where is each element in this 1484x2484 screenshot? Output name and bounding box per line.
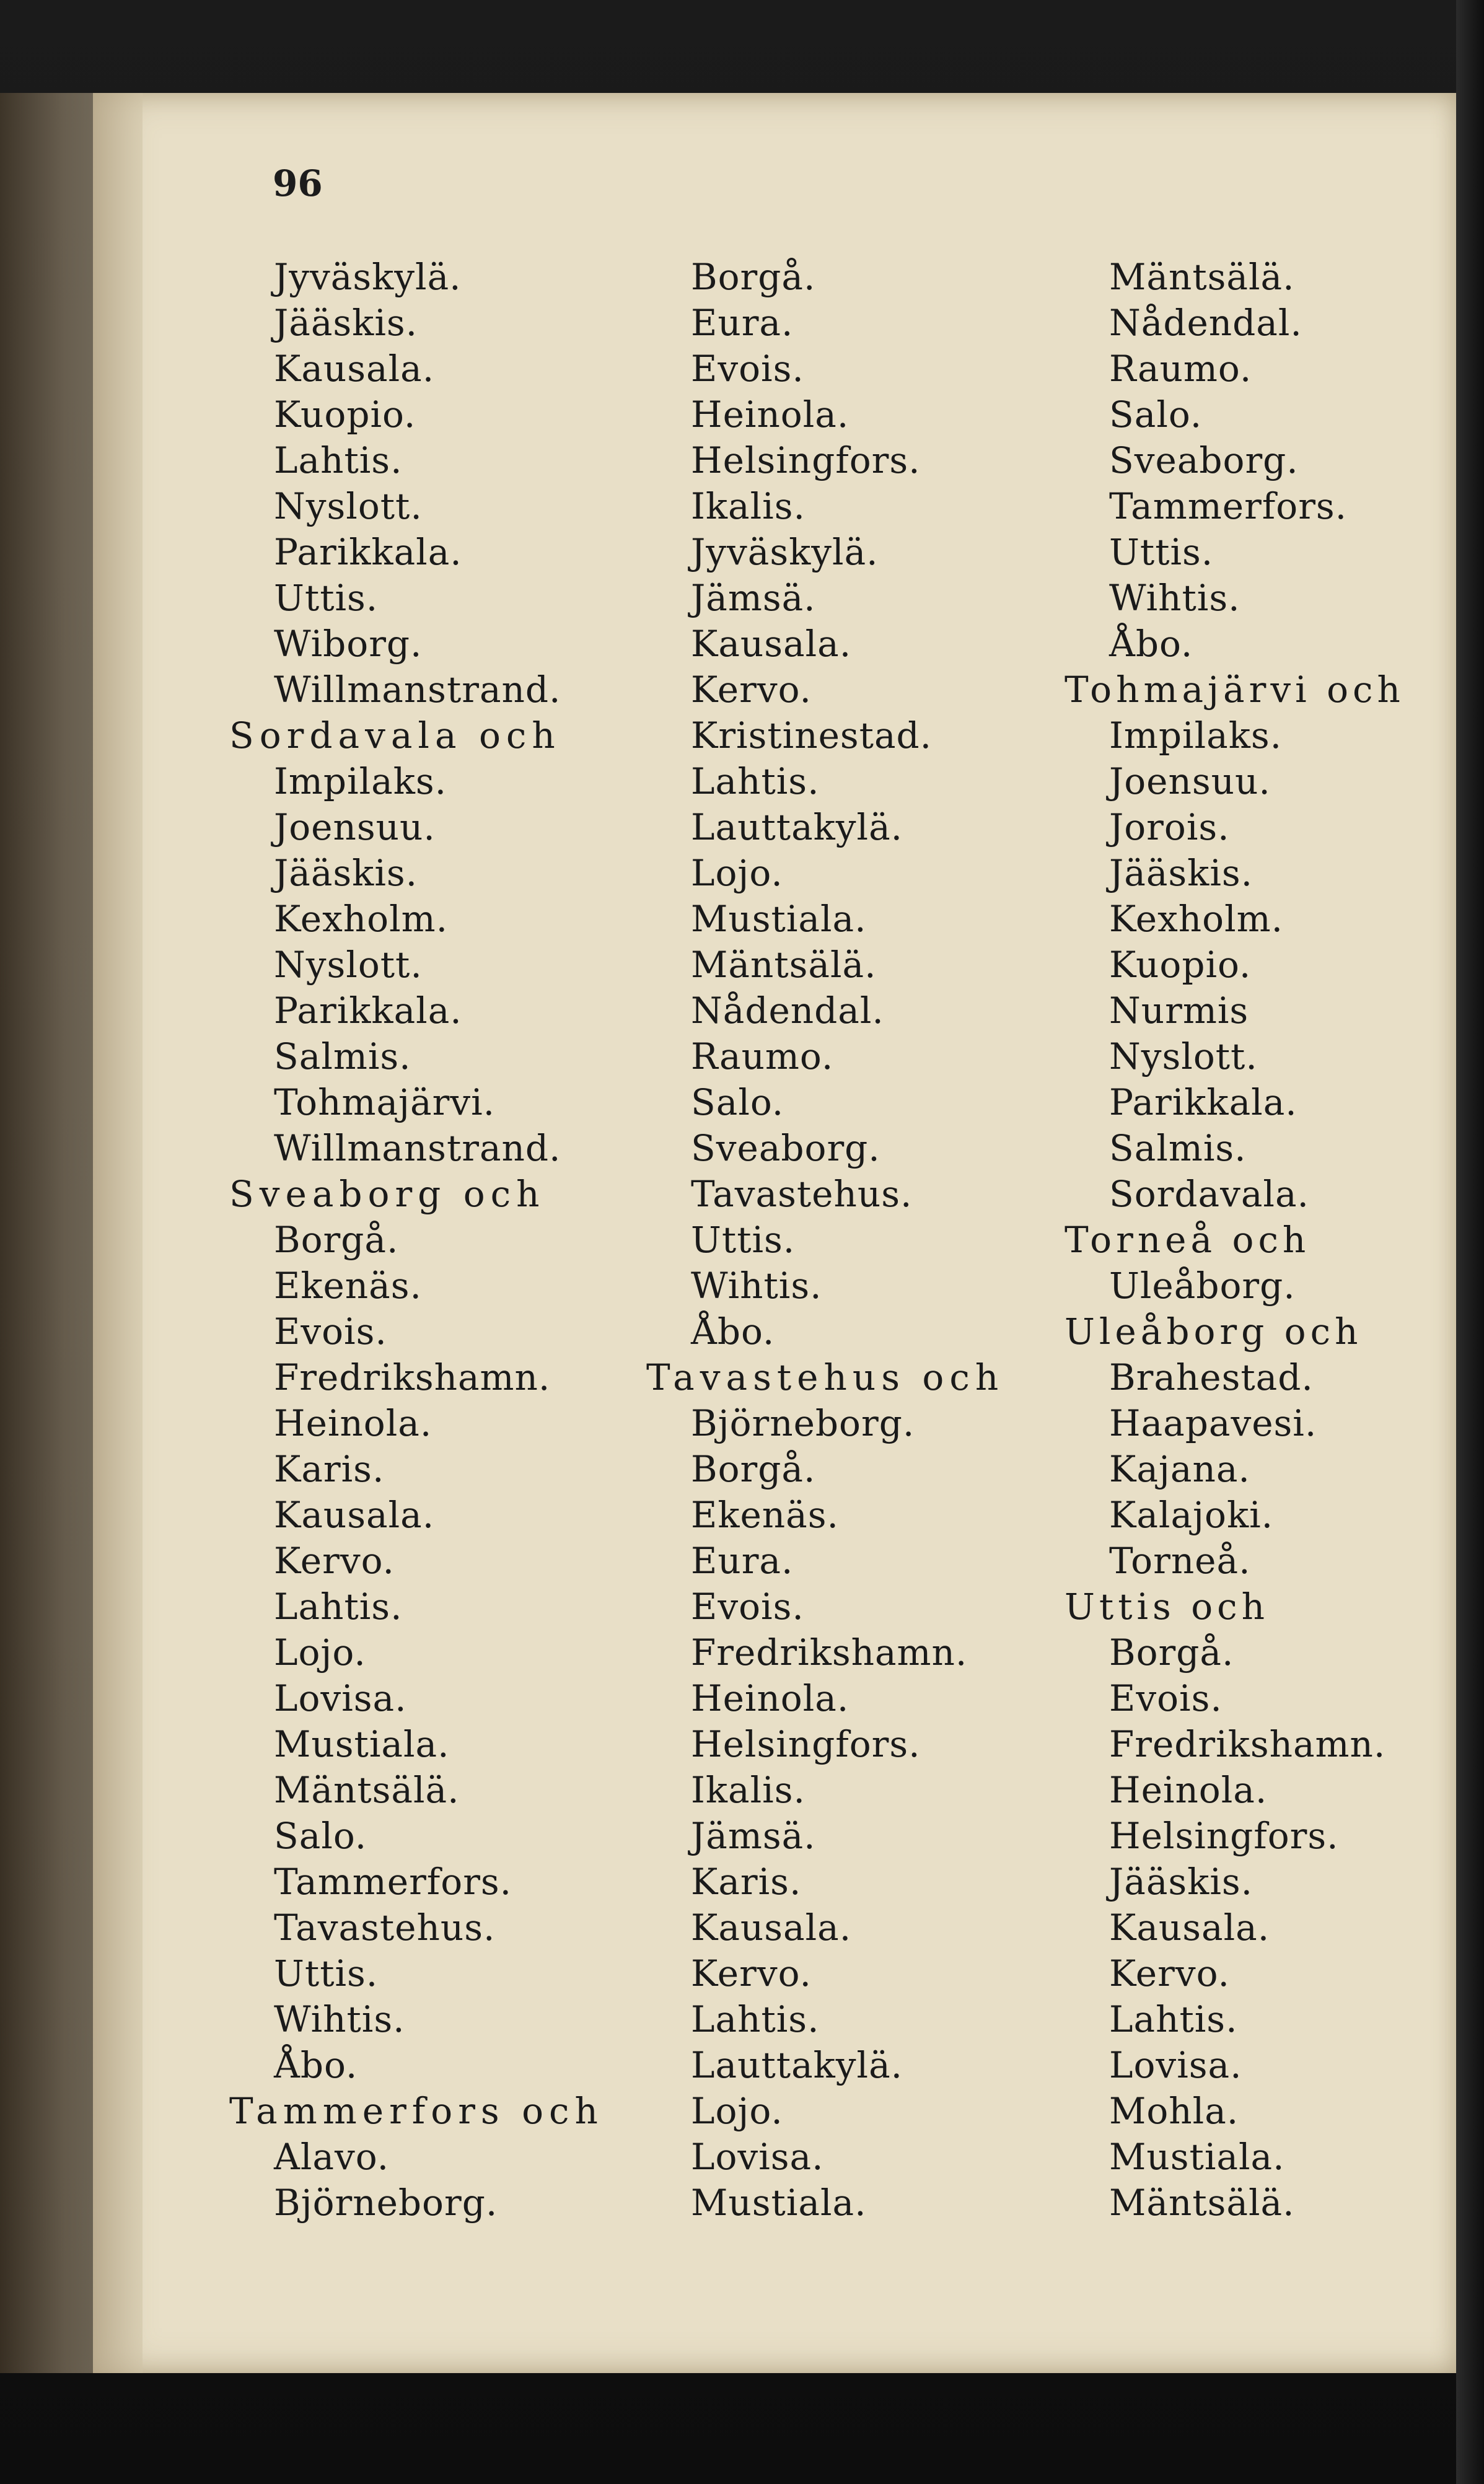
route-destination: Jyväskylä. <box>274 256 462 298</box>
route-destination: Sordavala. <box>1109 1173 1309 1215</box>
route-destination: Raumo. <box>1109 348 1252 390</box>
route-destination: Ikalis. <box>691 485 806 527</box>
route-destination: Jorois. <box>1109 806 1230 848</box>
route-destination: Kausala. <box>274 348 435 390</box>
route-destination: Ekenäs. <box>274 1265 422 1307</box>
route-destination: Kervo. <box>691 1952 812 1995</box>
route-destination: Evois. <box>274 1310 387 1353</box>
route-destination: Parikkala. <box>274 531 462 573</box>
route-destination: Ekenäs. <box>691 1494 839 1536</box>
route-destination: Tammerfors. <box>274 1861 512 1903</box>
page-number: 96 <box>273 162 323 204</box>
route-destination: Tavastehus. <box>691 1173 913 1215</box>
route-destination: Nurmis <box>1109 990 1249 1032</box>
route-destination: Wihtis. <box>274 1998 405 2040</box>
route-destination: Helsingfors. <box>1109 1815 1339 1857</box>
route-destination: Helsingfors. <box>691 1723 921 1765</box>
route-destination: Kervo. <box>274 1540 395 1582</box>
route-destination: Åbo. <box>1109 623 1193 665</box>
route-destination: Mäntsälä. <box>691 944 877 986</box>
route-destination: Helsingfors. <box>691 439 921 481</box>
route-destination: Sveaborg. <box>691 1127 880 1169</box>
route-destination: Kuopio. <box>274 393 416 436</box>
route-destination: Jääskis. <box>274 852 418 894</box>
route-destination: Parikkala. <box>1109 1081 1297 1123</box>
route-destination: Fredrikshamn. <box>1109 1723 1386 1765</box>
route-destination: Björneborg. <box>274 2182 498 2224</box>
route-destination: Wihtis. <box>1109 577 1240 619</box>
route-destination: Lovisa. <box>274 1677 407 1719</box>
route-destination: Kajana. <box>1109 1448 1250 1490</box>
route-destination: Joensuu. <box>1109 760 1271 802</box>
route-destination: Borgå. <box>1109 1631 1234 1674</box>
route-destination: Lahtis. <box>691 760 820 802</box>
route-destination: Kausala. <box>691 1907 852 1949</box>
route-column-1 <box>229 254 604 2226</box>
route-destination: Borgå. <box>691 256 816 298</box>
route-destination: Kalajoki. <box>1109 1494 1274 1536</box>
route-destination: Parikkala. <box>274 990 462 1032</box>
route-destination: Jyväskylä. <box>691 531 879 573</box>
route-destination: Jääskis. <box>274 302 418 344</box>
route-destination: Mustiala. <box>1109 2136 1285 2178</box>
page-gutter-shadow <box>0 93 143 2373</box>
route-destination: Kuopio. <box>1109 944 1252 986</box>
route-destination: Mustiala. <box>691 2182 867 2224</box>
route-destination: Ikalis. <box>691 1769 806 1811</box>
route-destination: Jämsä. <box>691 577 816 619</box>
route-destination: Heinola. <box>691 1677 850 1719</box>
route-destination: Eura. <box>691 302 794 344</box>
route-destination: Borgå. <box>691 1448 816 1490</box>
route-heading: Tohmajärvi och <box>1065 669 1405 711</box>
route-destination: Alavo. <box>274 2136 390 2178</box>
route-destination: Brahestad. <box>1109 1356 1314 1398</box>
route-heading: Sveaborg och <box>229 1173 545 1215</box>
route-destination: Salo. <box>1109 393 1203 436</box>
route-destination: Impilaks. <box>274 760 447 802</box>
route-destination: Wiborg. <box>274 623 423 665</box>
route-destination: Mäntsälä. <box>274 1769 460 1811</box>
route-destination: Kausala. <box>274 1494 435 1536</box>
route-heading: Tavastehus och <box>646 1356 1004 1398</box>
route-destination: Raumo. <box>691 1035 834 1077</box>
route-destination: Åbo. <box>691 1310 775 1353</box>
route-destination: Haapavesi. <box>1109 1402 1317 1444</box>
route-destination: Uttis. <box>1109 531 1214 573</box>
route-destination: Mustiala. <box>274 1723 450 1765</box>
route-destination: Wihtis. <box>691 1265 822 1307</box>
route-destination: Kervo. <box>1109 1952 1230 1995</box>
route-heading: Uttis och <box>1065 1586 1270 1628</box>
route-destination: Torneå. <box>1109 1540 1251 1582</box>
route-destination: Jääskis. <box>1109 1861 1253 1903</box>
route-destination: Lovisa. <box>691 2136 824 2178</box>
route-destination: Nyslott. <box>274 485 423 527</box>
route-destination: Nådendal. <box>1109 302 1302 344</box>
route-destination: Mohla. <box>1109 2090 1239 2132</box>
route-heading: Tammerfors och <box>229 2090 604 2132</box>
route-destination: Lovisa. <box>1109 2044 1242 2086</box>
route-destination: Kausala. <box>1109 1907 1270 1949</box>
route-heading: Uleåborg och <box>1065 1310 1363 1353</box>
route-destination: Kexholm. <box>274 898 449 940</box>
route-destination: Salmis. <box>1109 1127 1247 1169</box>
route-destination: Fredrikshamn. <box>274 1356 551 1398</box>
route-destination: Åbo. <box>274 2044 358 2086</box>
route-destination: Sveaborg. <box>1109 439 1299 481</box>
route-destination: Uttis. <box>691 1219 796 1261</box>
route-destination: Nyslott. <box>1109 1035 1258 1077</box>
route-destination: Mäntsälä. <box>1109 2182 1295 2224</box>
route-destination: Uttis. <box>274 577 379 619</box>
route-column-3 <box>1065 254 1405 2226</box>
route-destination: Mustiala. <box>691 898 867 940</box>
route-heading: Torneå och <box>1065 1219 1311 1261</box>
page-edge <box>1456 0 1484 2484</box>
route-destination: Salo. <box>691 1081 784 1123</box>
route-heading: Sordavala och <box>229 714 561 757</box>
route-destination: Nådendal. <box>691 990 884 1032</box>
route-destination: Evois. <box>691 1586 804 1628</box>
route-destination: Evois. <box>1109 1677 1223 1719</box>
route-destination: Lojo. <box>274 1631 366 1674</box>
route-destination: Joensuu. <box>274 806 436 848</box>
route-destination: Heinola. <box>274 1402 432 1444</box>
route-column-2 <box>646 254 1004 2226</box>
route-destination: Lahtis. <box>691 1998 820 2040</box>
route-destination: Lojo. <box>691 2090 783 2132</box>
route-destination: Heinola. <box>1109 1769 1268 1811</box>
route-destination: Karis. <box>274 1448 385 1490</box>
route-destination: Fredrikshamn. <box>691 1631 968 1674</box>
route-destination: Jämsä. <box>691 1815 816 1857</box>
route-destination: Uleåborg. <box>1109 1265 1296 1307</box>
route-destination: Jääskis. <box>1109 852 1253 894</box>
route-destination: Tohmajärvi. <box>274 1081 496 1123</box>
route-destination: Eura. <box>691 1540 794 1582</box>
route-destination: Nyslott. <box>274 944 423 986</box>
route-destination: Evois. <box>691 348 804 390</box>
route-destination: Tammerfors. <box>1109 485 1348 527</box>
route-destination: Mäntsälä. <box>1109 256 1295 298</box>
route-destination: Kervo. <box>691 669 812 711</box>
route-destination: Lahtis. <box>274 1586 403 1628</box>
route-destination: Lahtis. <box>1109 1998 1238 2040</box>
route-destination: Heinola. <box>691 393 850 436</box>
route-destination: Salmis. <box>274 1035 411 1077</box>
route-destination: Lauttakylä. <box>691 806 903 848</box>
route-destination: Kausala. <box>691 623 852 665</box>
route-destination: Lauttakylä. <box>691 2044 903 2086</box>
route-destination: Lahtis. <box>274 439 403 481</box>
route-destination: Björneborg. <box>691 1402 915 1444</box>
route-destination: Karis. <box>691 1861 802 1903</box>
route-destination: Uttis. <box>274 1952 379 1995</box>
route-destination: Willmanstrand. <box>274 1127 561 1169</box>
route-destination: Impilaks. <box>1109 714 1283 757</box>
route-destination: Tavastehus. <box>274 1907 496 1949</box>
route-destination: Lojo. <box>691 852 783 894</box>
route-destination: Salo. <box>274 1815 367 1857</box>
route-destination: Kristinestad. <box>691 714 933 757</box>
route-destination: Kexholm. <box>1109 898 1284 940</box>
route-destination: Willmanstrand. <box>274 669 561 711</box>
route-destination: Borgå. <box>274 1219 399 1261</box>
